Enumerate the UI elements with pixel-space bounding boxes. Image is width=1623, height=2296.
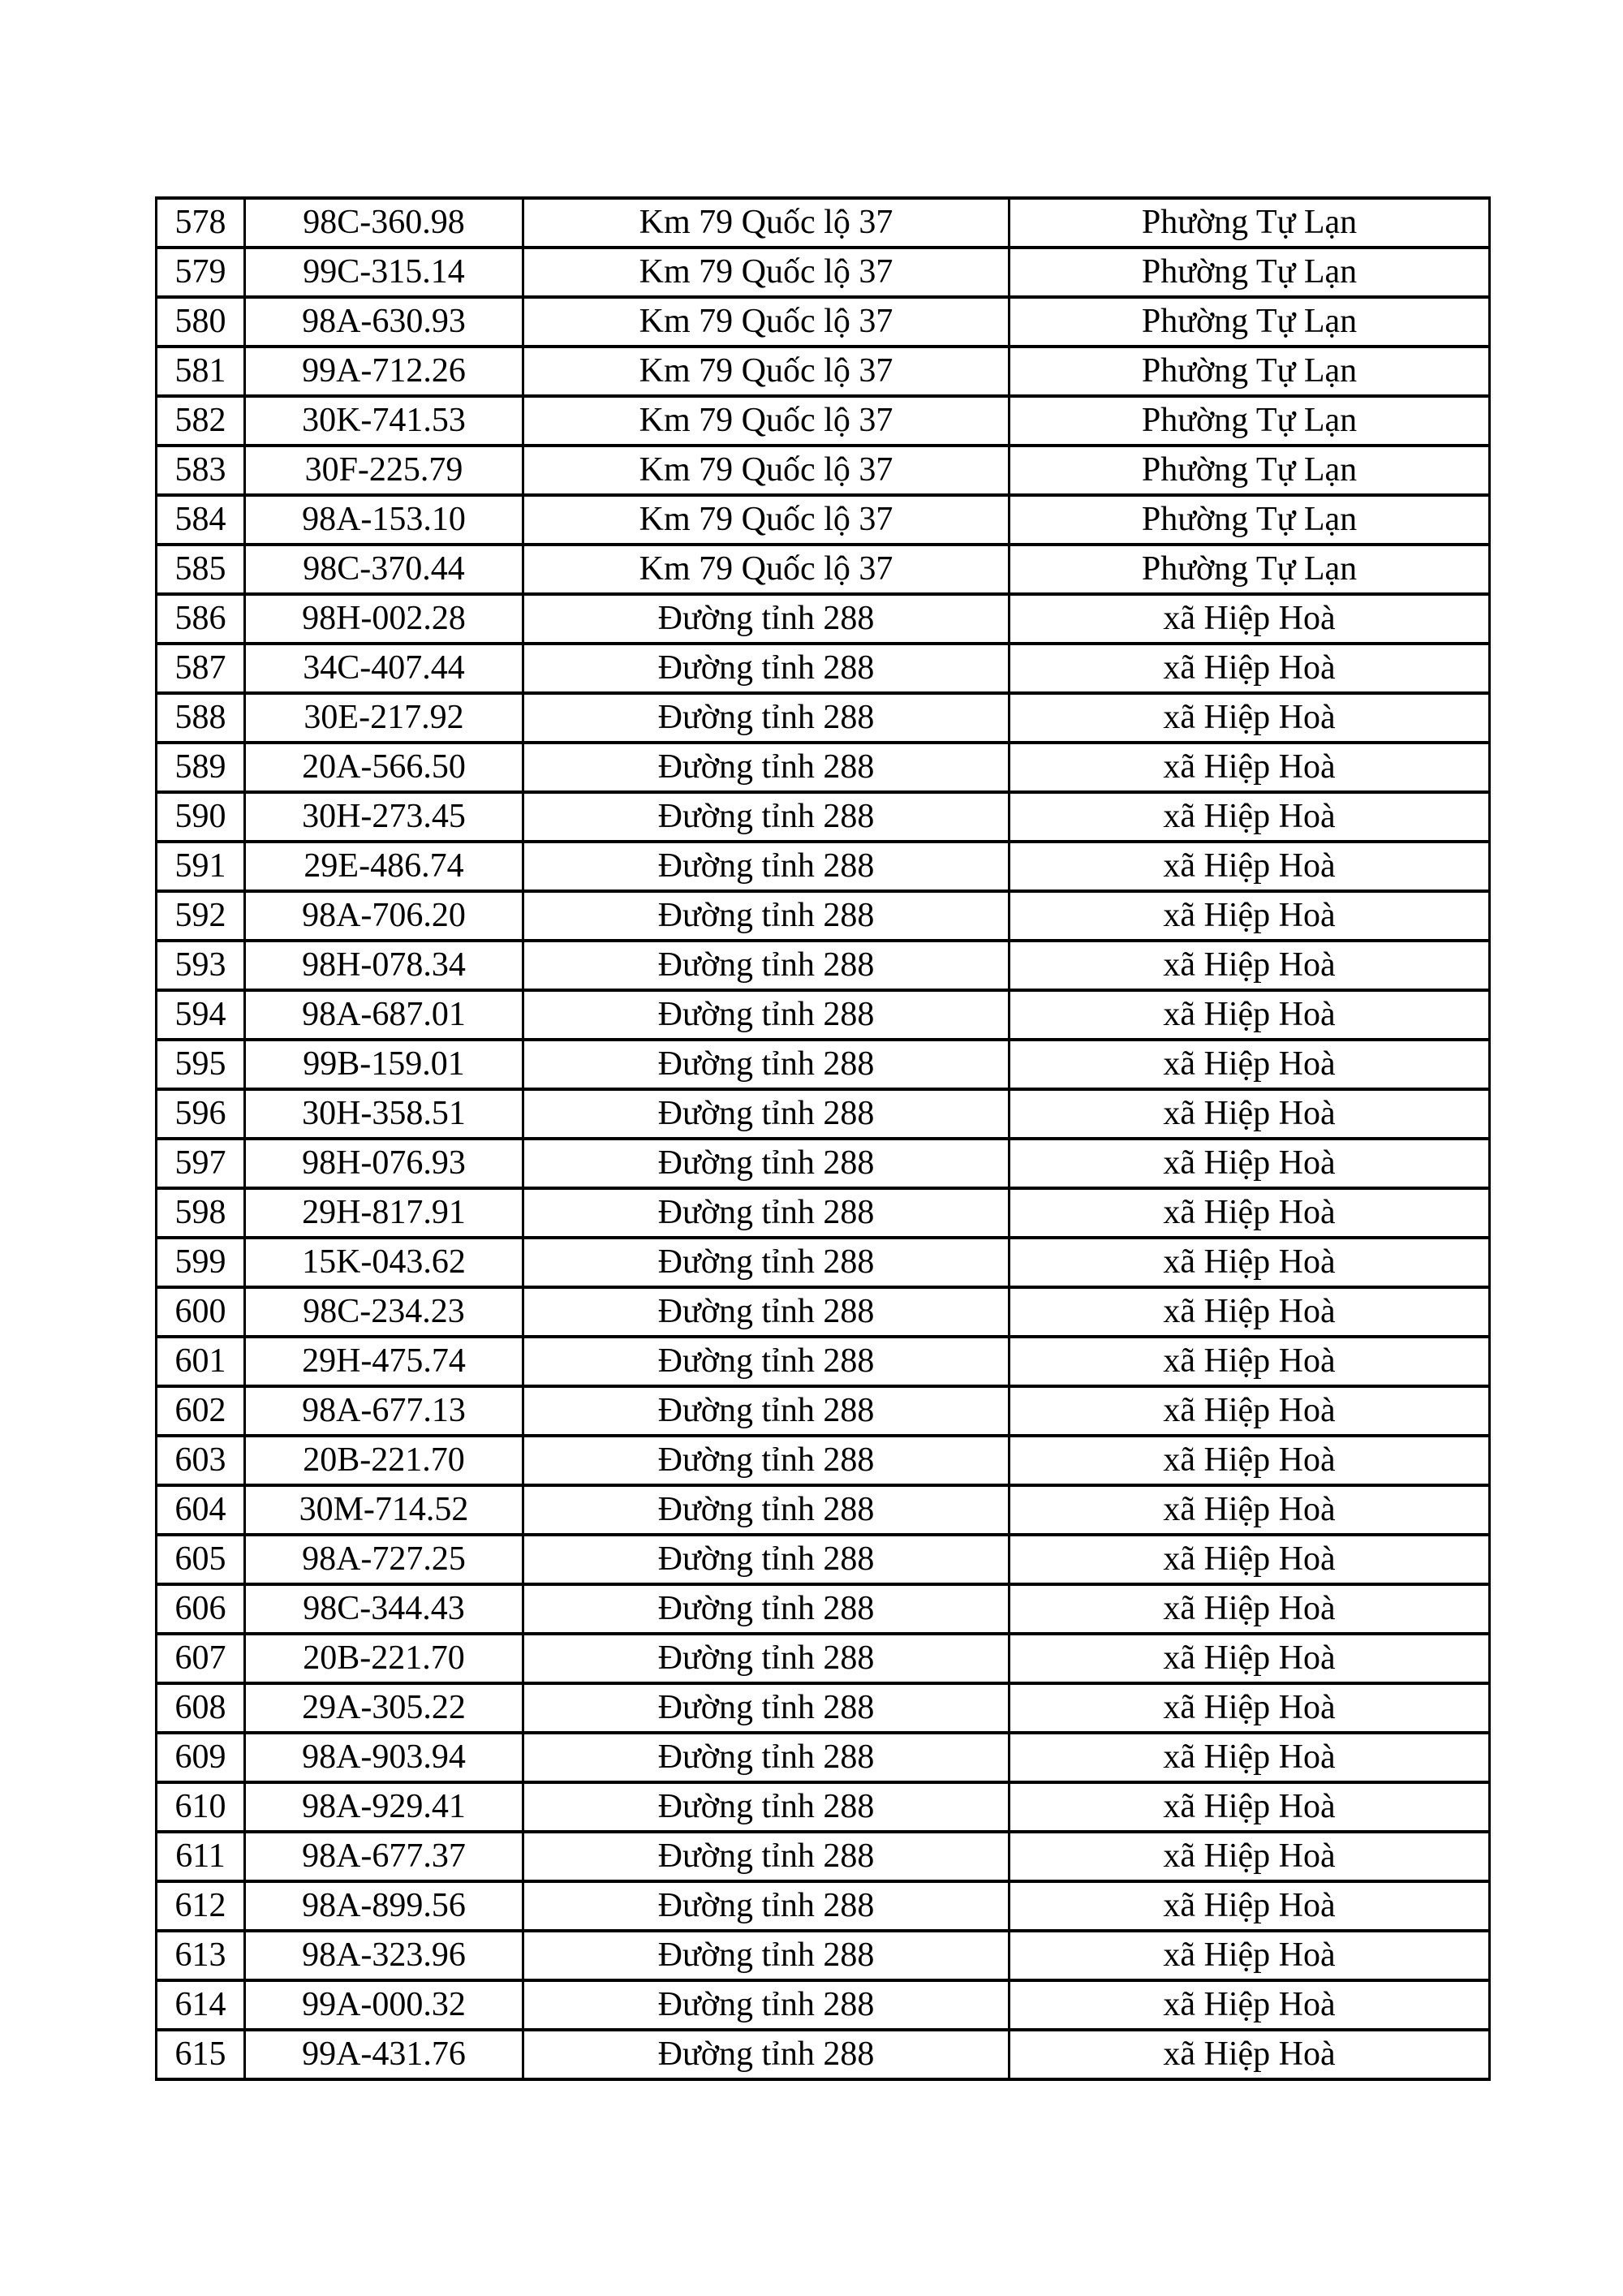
cell-ward: Phường Tự Lạn — [1010, 347, 1490, 396]
cell-ward: Phường Tự Lạn — [1010, 396, 1490, 446]
cell-plate-number: 98C-360.98 — [245, 198, 523, 248]
cell-row-number: 593 — [157, 941, 245, 990]
cell-row-number: 601 — [157, 1337, 245, 1386]
cell-row-number: 581 — [157, 347, 245, 396]
cell-violation-location: Đường tỉnh 288 — [523, 1881, 1010, 1931]
cell-plate-number: 98A-706.20 — [245, 891, 523, 941]
cell-ward: xã Hiệp Hoà — [1010, 1980, 1490, 2030]
cell-ward: xã Hiệp Hoà — [1010, 1782, 1490, 1832]
cell-row-number: 603 — [157, 1436, 245, 1485]
cell-row-number: 582 — [157, 396, 245, 446]
cell-row-number: 578 — [157, 198, 245, 248]
cell-plate-number: 30H-273.45 — [245, 792, 523, 842]
cell-row-number: 580 — [157, 297, 245, 347]
cell-plate-number: 34C-407.44 — [245, 644, 523, 693]
cell-violation-location: Đường tỉnh 288 — [523, 1089, 1010, 1139]
cell-plate-number: 30K-741.53 — [245, 396, 523, 446]
cell-row-number: 612 — [157, 1881, 245, 1931]
cell-plate-number: 99A-000.32 — [245, 1980, 523, 2030]
table-row — [157, 1139, 1490, 1188]
violation-table — [155, 196, 1491, 2081]
table-row — [157, 2030, 1490, 2079]
cell-plate-number: 30H-358.51 — [245, 1089, 523, 1139]
cell-ward: xã Hiệp Hoà — [1010, 1040, 1490, 1089]
cell-ward: xã Hiệp Hoà — [1010, 743, 1490, 792]
cell-row-number: 596 — [157, 1089, 245, 1139]
cell-row-number: 592 — [157, 891, 245, 941]
cell-violation-location: Đường tỉnh 288 — [523, 891, 1010, 941]
cell-plate-number: 98A-727.25 — [245, 1535, 523, 1584]
cell-violation-location: Đường tỉnh 288 — [523, 1832, 1010, 1881]
table-row — [157, 743, 1490, 792]
cell-ward: xã Hiệp Hoà — [1010, 842, 1490, 891]
cell-violation-location: Đường tỉnh 288 — [523, 644, 1010, 693]
cell-plate-number: 98C-344.43 — [245, 1584, 523, 1634]
table-row — [157, 1832, 1490, 1881]
table-row — [157, 1535, 1490, 1584]
cell-violation-location: Km 79 Quốc lộ 37 — [523, 297, 1010, 347]
cell-plate-number: 15K-043.62 — [245, 1238, 523, 1287]
table-row — [157, 248, 1490, 297]
cell-ward: xã Hiệp Hoà — [1010, 1881, 1490, 1931]
cell-row-number: 602 — [157, 1386, 245, 1436]
cell-row-number: 610 — [157, 1782, 245, 1832]
cell-ward: xã Hiệp Hoà — [1010, 990, 1490, 1040]
cell-violation-location: Km 79 Quốc lộ 37 — [523, 198, 1010, 248]
cell-plate-number: 98H-002.28 — [245, 594, 523, 644]
table-row — [157, 1386, 1490, 1436]
table-row — [157, 495, 1490, 545]
cell-plate-number: 30M-714.52 — [245, 1485, 523, 1535]
table-row — [157, 396, 1490, 446]
table-row — [157, 1980, 1490, 2030]
cell-row-number: 607 — [157, 1634, 245, 1683]
table-row — [157, 693, 1490, 743]
cell-violation-location: Đường tỉnh 288 — [523, 1436, 1010, 1485]
cell-ward: xã Hiệp Hoà — [1010, 1535, 1490, 1584]
table-row — [157, 1584, 1490, 1634]
table-row — [157, 594, 1490, 644]
cell-violation-location: Đường tỉnh 288 — [523, 1188, 1010, 1238]
cell-violation-location: Đường tỉnh 288 — [523, 1584, 1010, 1634]
cell-violation-location: Đường tỉnh 288 — [523, 842, 1010, 891]
cell-violation-location: Đường tỉnh 288 — [523, 1634, 1010, 1683]
cell-plate-number: 30F-225.79 — [245, 446, 523, 495]
cell-ward: Phường Tự Lạn — [1010, 297, 1490, 347]
cell-ward: xã Hiệp Hoà — [1010, 1139, 1490, 1188]
cell-plate-number: 98H-076.93 — [245, 1139, 523, 1188]
cell-ward: xã Hiệp Hoà — [1010, 1584, 1490, 1634]
table-row — [157, 941, 1490, 990]
table-row — [157, 792, 1490, 842]
cell-violation-location: Km 79 Quốc lộ 37 — [523, 396, 1010, 446]
cell-violation-location: Km 79 Quốc lộ 37 — [523, 347, 1010, 396]
table-row — [157, 1188, 1490, 1238]
cell-row-number: 597 — [157, 1139, 245, 1188]
cell-row-number: 613 — [157, 1931, 245, 1980]
table-row — [157, 644, 1490, 693]
cell-violation-location: Đường tỉnh 288 — [523, 1287, 1010, 1337]
table-row — [157, 297, 1490, 347]
table-row — [157, 1337, 1490, 1386]
cell-violation-location: Km 79 Quốc lộ 37 — [523, 545, 1010, 594]
cell-violation-location: Đường tỉnh 288 — [523, 2030, 1010, 2079]
cell-ward: xã Hiệp Hoà — [1010, 1287, 1490, 1337]
cell-plate-number: 29A-305.22 — [245, 1683, 523, 1733]
cell-plate-number: 98A-899.56 — [245, 1881, 523, 1931]
cell-ward: xã Hiệp Hoà — [1010, 2030, 1490, 2079]
cell-plate-number: 98A-903.94 — [245, 1733, 523, 1782]
table-row — [157, 545, 1490, 594]
table-row — [157, 1782, 1490, 1832]
cell-plate-number: 20A-566.50 — [245, 743, 523, 792]
cell-plate-number: 98C-370.44 — [245, 545, 523, 594]
cell-violation-location: Đường tỉnh 288 — [523, 1485, 1010, 1535]
cell-violation-location: Đường tỉnh 288 — [523, 743, 1010, 792]
cell-ward: xã Hiệp Hoà — [1010, 792, 1490, 842]
cell-ward: Phường Tự Lạn — [1010, 495, 1490, 545]
cell-ward: xã Hiệp Hoà — [1010, 1634, 1490, 1683]
cell-violation-location: Đường tỉnh 288 — [523, 1980, 1010, 2030]
table-row — [157, 1931, 1490, 1980]
cell-violation-location: Đường tỉnh 288 — [523, 1040, 1010, 1089]
cell-row-number: 591 — [157, 842, 245, 891]
cell-row-number: 589 — [157, 743, 245, 792]
cell-row-number: 595 — [157, 1040, 245, 1089]
cell-row-number: 587 — [157, 644, 245, 693]
cell-row-number: 614 — [157, 1980, 245, 2030]
table-row — [157, 198, 1490, 248]
cell-ward: xã Hiệp Hoà — [1010, 891, 1490, 941]
table-row — [157, 1683, 1490, 1733]
cell-row-number: 598 — [157, 1188, 245, 1238]
cell-plate-number: 98C-234.23 — [245, 1287, 523, 1337]
table-row — [157, 1040, 1490, 1089]
cell-row-number: 583 — [157, 446, 245, 495]
table-row — [157, 990, 1490, 1040]
cell-ward: xã Hiệp Hoà — [1010, 1089, 1490, 1139]
table-row — [157, 1485, 1490, 1535]
cell-ward: xã Hiệp Hoà — [1010, 644, 1490, 693]
cell-ward: xã Hiệp Hoà — [1010, 1683, 1490, 1733]
cell-ward: Phường Tự Lạn — [1010, 545, 1490, 594]
table-row — [157, 1634, 1490, 1683]
table-row — [157, 891, 1490, 941]
table-row — [157, 1089, 1490, 1139]
cell-violation-location: Đường tỉnh 288 — [523, 1782, 1010, 1832]
cell-violation-location: Đường tỉnh 288 — [523, 792, 1010, 842]
table-row — [157, 1238, 1490, 1287]
cell-row-number: 588 — [157, 693, 245, 743]
cell-plate-number: 29H-817.91 — [245, 1188, 523, 1238]
table-row — [157, 347, 1490, 396]
cell-row-number: 615 — [157, 2030, 245, 2079]
cell-row-number: 608 — [157, 1683, 245, 1733]
cell-row-number: 604 — [157, 1485, 245, 1535]
cell-violation-location: Đường tỉnh 288 — [523, 1386, 1010, 1436]
cell-ward: xã Hiệp Hoà — [1010, 594, 1490, 644]
cell-violation-location: Đường tỉnh 288 — [523, 1337, 1010, 1386]
cell-row-number: 606 — [157, 1584, 245, 1634]
table-row — [157, 1287, 1490, 1337]
cell-row-number: 579 — [157, 248, 245, 297]
cell-plate-number: 98A-677.37 — [245, 1832, 523, 1881]
cell-row-number: 600 — [157, 1287, 245, 1337]
cell-violation-location: Đường tỉnh 288 — [523, 1931, 1010, 1980]
cell-violation-location: Đường tỉnh 288 — [523, 1139, 1010, 1188]
cell-plate-number: 98A-687.01 — [245, 990, 523, 1040]
cell-plate-number: 98H-078.34 — [245, 941, 523, 990]
cell-row-number: 599 — [157, 1238, 245, 1287]
cell-violation-location: Km 79 Quốc lộ 37 — [523, 446, 1010, 495]
cell-plate-number: 99A-431.76 — [245, 2030, 523, 2079]
cell-plate-number: 98A-630.93 — [245, 297, 523, 347]
cell-ward: xã Hiệp Hoà — [1010, 1436, 1490, 1485]
cell-violation-location: Km 79 Quốc lộ 37 — [523, 248, 1010, 297]
cell-violation-location: Đường tỉnh 288 — [523, 941, 1010, 990]
cell-plate-number: 20B-221.70 — [245, 1634, 523, 1683]
table-row — [157, 1733, 1490, 1782]
cell-ward: Phường Tự Lạn — [1010, 198, 1490, 248]
table-row — [157, 842, 1490, 891]
cell-row-number: 605 — [157, 1535, 245, 1584]
cell-plate-number: 99B-159.01 — [245, 1040, 523, 1089]
cell-plate-number: 29H-475.74 — [245, 1337, 523, 1386]
cell-row-number: 584 — [157, 495, 245, 545]
cell-ward: xã Hiệp Hoà — [1010, 941, 1490, 990]
table-row — [157, 446, 1490, 495]
cell-violation-location: Đường tỉnh 288 — [523, 990, 1010, 1040]
cell-plate-number: 98A-677.13 — [245, 1386, 523, 1436]
table-row — [157, 1436, 1490, 1485]
cell-row-number: 586 — [157, 594, 245, 644]
cell-row-number: 609 — [157, 1733, 245, 1782]
cell-ward: Phường Tự Lạn — [1010, 446, 1490, 495]
cell-plate-number: 20B-221.70 — [245, 1436, 523, 1485]
cell-violation-location: Đường tỉnh 288 — [523, 693, 1010, 743]
cell-ward: xã Hiệp Hoà — [1010, 1832, 1490, 1881]
cell-row-number: 611 — [157, 1832, 245, 1881]
cell-ward: xã Hiệp Hoà — [1010, 1485, 1490, 1535]
cell-plate-number: 30E-217.92 — [245, 693, 523, 743]
cell-ward: Phường Tự Lạn — [1010, 248, 1490, 297]
cell-ward: xã Hiệp Hoà — [1010, 1238, 1490, 1287]
cell-plate-number: 99C-315.14 — [245, 248, 523, 297]
cell-row-number: 585 — [157, 545, 245, 594]
cell-plate-number: 98A-323.96 — [245, 1931, 523, 1980]
cell-ward: xã Hiệp Hoà — [1010, 1386, 1490, 1436]
cell-violation-location: Đường tỉnh 288 — [523, 594, 1010, 644]
cell-violation-location: Đường tỉnh 288 — [523, 1683, 1010, 1733]
cell-ward: xã Hiệp Hoà — [1010, 1931, 1490, 1980]
cell-plate-number: 99A-712.26 — [245, 347, 523, 396]
cell-ward: xã Hiệp Hoà — [1010, 1733, 1490, 1782]
cell-ward: xã Hiệp Hoà — [1010, 1337, 1490, 1386]
cell-ward: xã Hiệp Hoà — [1010, 1188, 1490, 1238]
cell-plate-number: 29E-486.74 — [245, 842, 523, 891]
cell-row-number: 590 — [157, 792, 245, 842]
cell-plate-number: 98A-153.10 — [245, 495, 523, 545]
cell-row-number: 594 — [157, 990, 245, 1040]
cell-ward: xã Hiệp Hoà — [1010, 693, 1490, 743]
cell-violation-location: Đường tỉnh 288 — [523, 1238, 1010, 1287]
cell-plate-number: 98A-929.41 — [245, 1782, 523, 1832]
cell-violation-location: Đường tỉnh 288 — [523, 1535, 1010, 1584]
cell-violation-location: Km 79 Quốc lộ 37 — [523, 495, 1010, 545]
violation-table-body — [157, 198, 1490, 2079]
cell-violation-location: Đường tỉnh 288 — [523, 1733, 1010, 1782]
table-row — [157, 1881, 1490, 1931]
